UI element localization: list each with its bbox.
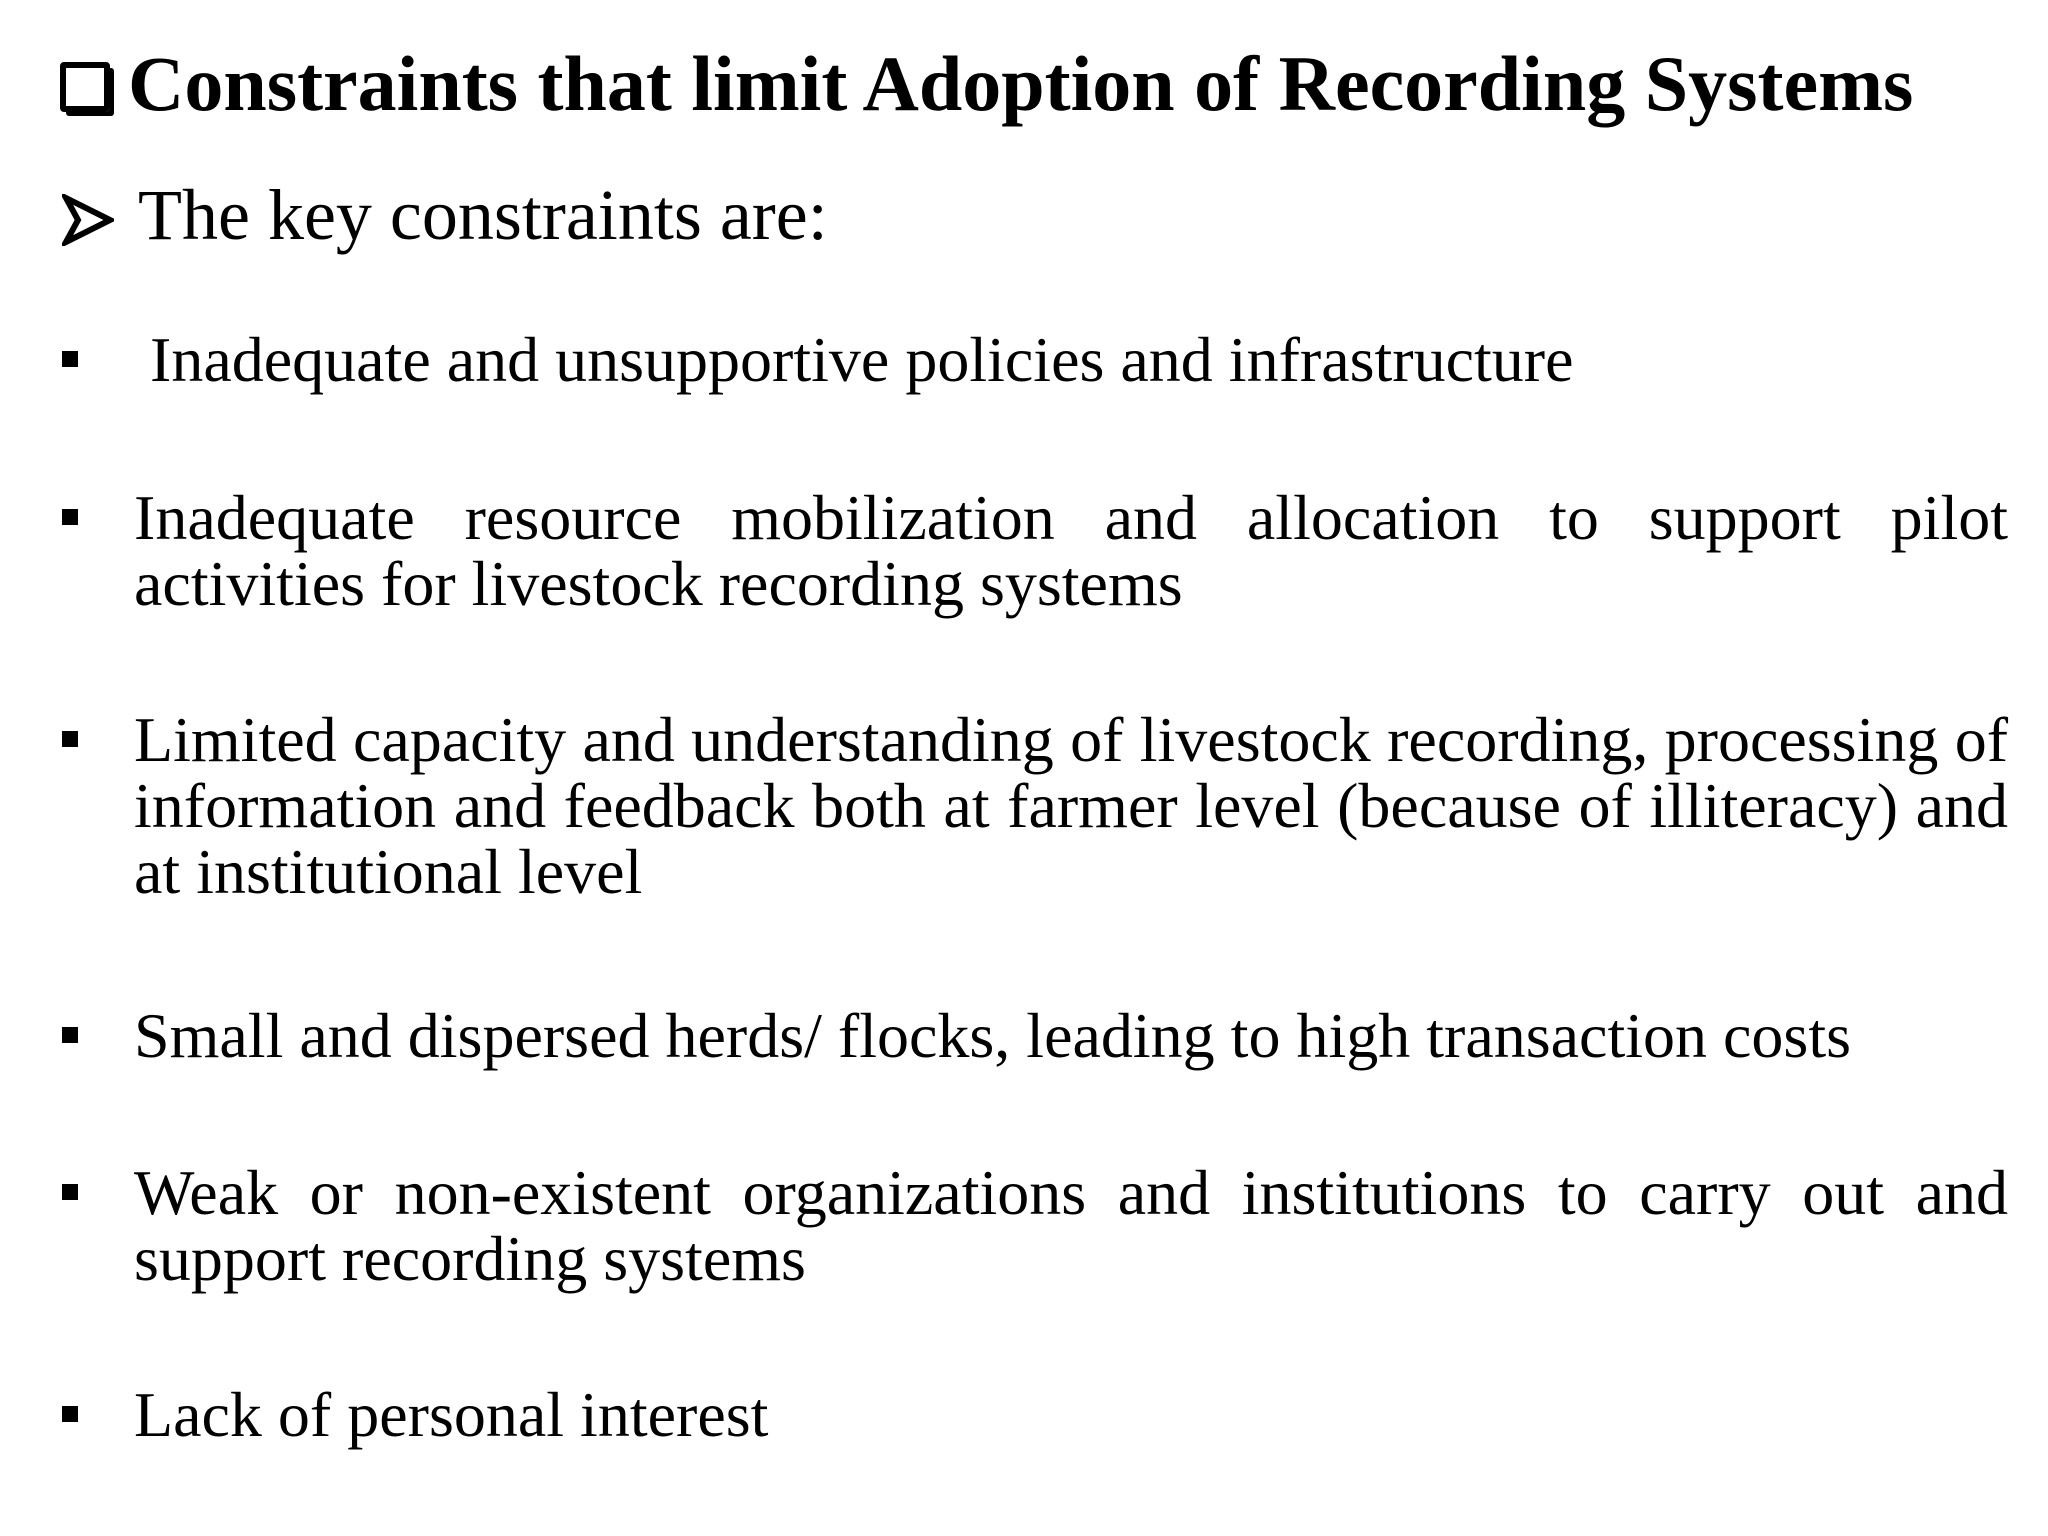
list-item [62,482,2008,619]
list-item-text: Lack of personal interest [134,1379,769,1450]
list-item [62,1379,2008,1450]
list-item-text: Limited capacity and understanding of livestock recording, processing of information and feedback both at farmer level (because of illiteracy) and at institutional level [134,704,2008,907]
square-bullet-icon [62,509,78,525]
list-item [62,324,2008,395]
square-bullet-icon [62,1027,78,1043]
list-item-text: Weak or non-existent organizations and institutions to carry out and support recording systems [134,1157,2008,1294]
subheading-text: The key constraints are: [138,175,828,255]
square-bullet-icon [62,731,78,747]
square-bullet-icon [62,1184,78,1200]
list-item [62,1000,2008,1071]
slide-title [60,36,2020,132]
square-bullet-icon [62,1406,78,1422]
list-item-text: Inadequate resource mobilization and allocation to support pilot activities for livestock recording systems [134,482,2008,619]
arrowhead-bullet-icon [62,177,114,267]
list-item [62,1157,2008,1294]
square-bullet-icon [62,351,78,367]
list-item-text: Inadequate and unsupportive policies and infrastructure [150,324,1574,395]
checkbox-square-icon [60,62,110,112]
subheading [62,170,828,267]
slide-title-text: Constraints that limit Adoption of Recording Systems [128,40,1914,127]
list-item-text: Small and dispersed herds/ flocks, leading to high transaction costs [134,1000,1851,1071]
list-item [62,704,2008,907]
